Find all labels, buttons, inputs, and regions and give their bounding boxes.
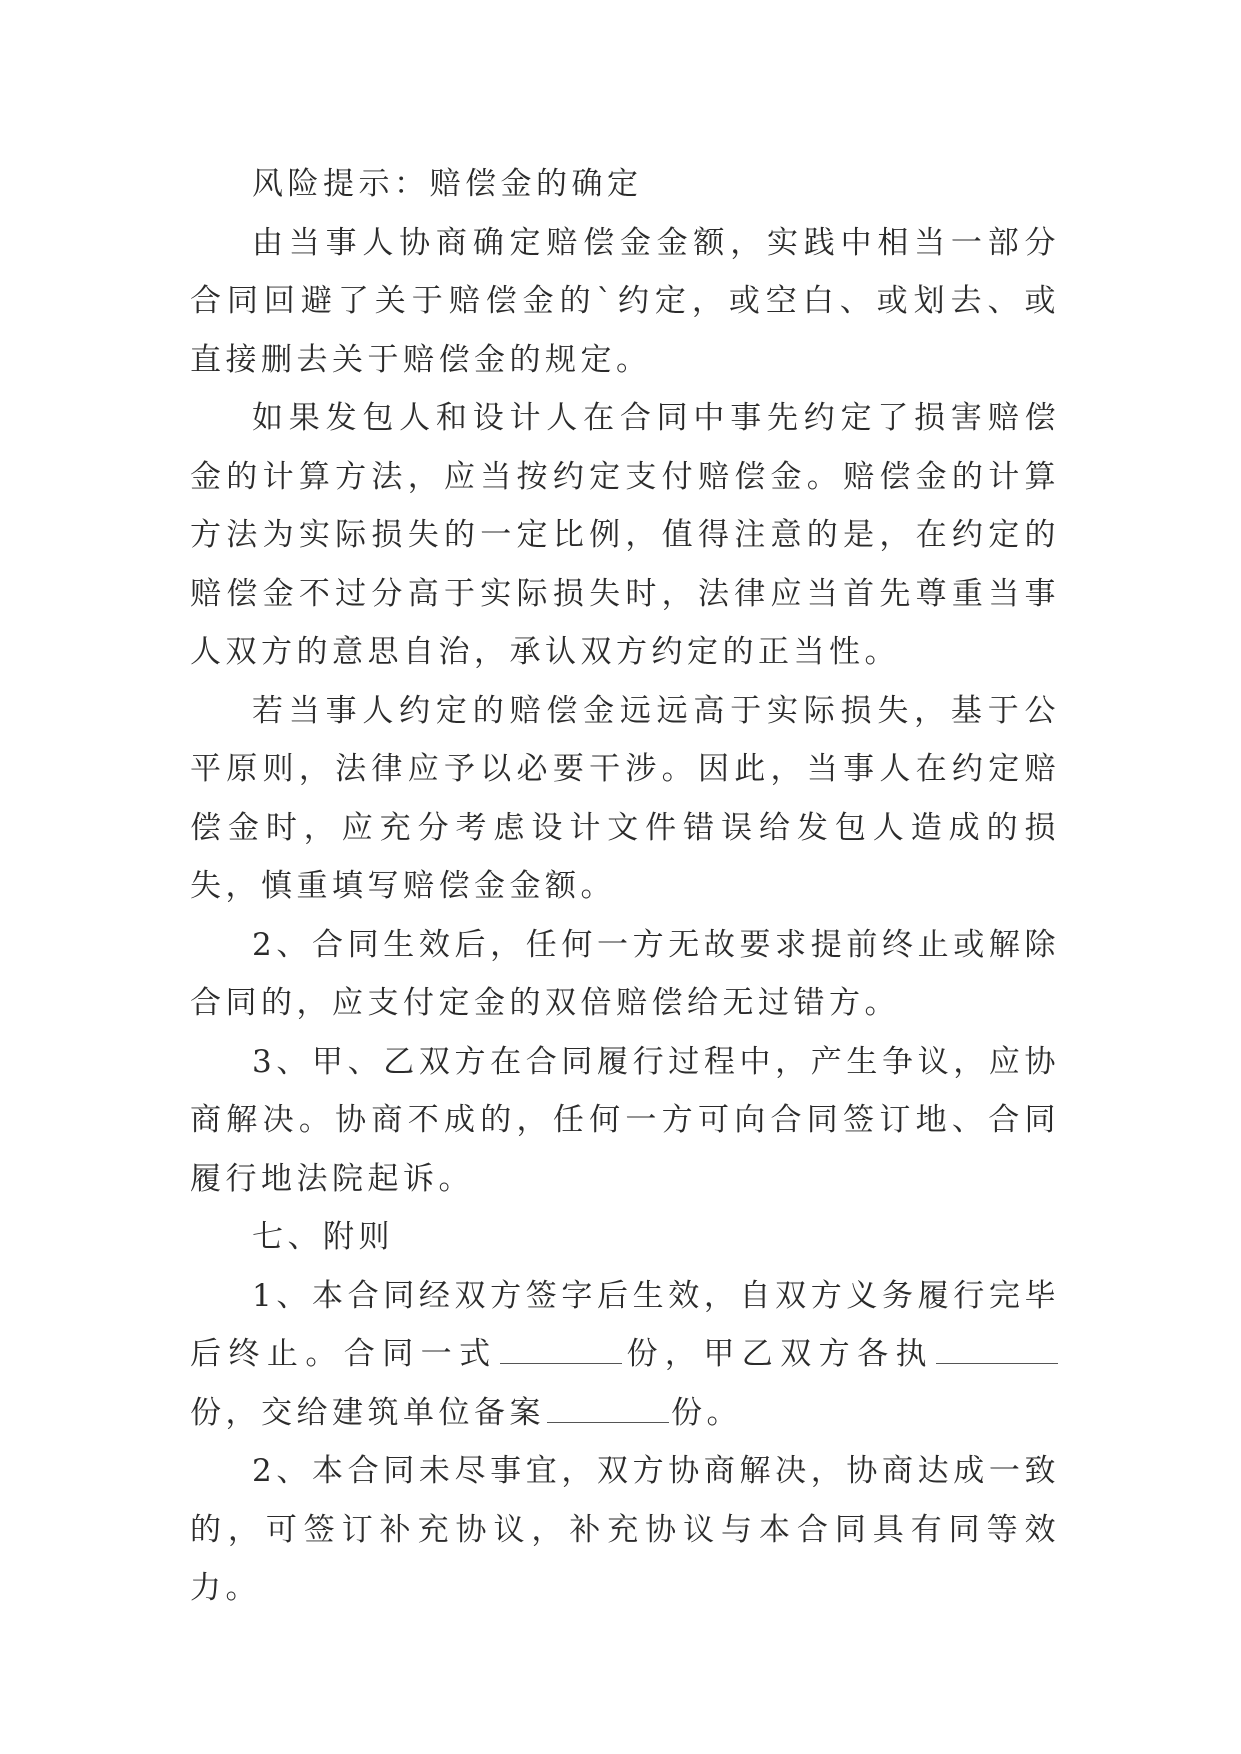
copies-total-blank[interactable]: [500, 1337, 622, 1364]
section-heading-appendix: 七、附则: [252, 1219, 394, 1255]
clause-2-termination: 2、合同生效后，任何一方无故要求提前终止或解除合同的，应支付定金的双倍赔偿给无过错方。: [190, 926, 1060, 1021]
appendix-clause-2: 2、本合同未尽事宜，双方协商解决，协商达成一致的，可签订补充协议，补充协议与本合同具有同等效力。: [190, 1453, 1060, 1606]
paragraph: 由当事人协商确定赔偿金金额，实践中相当一部分合同回避了关于赔偿金的`约定，或空白、或划去、或直接删去关于赔偿金的规定。: [190, 224, 1060, 378]
appendix-clause-1: [190, 1267, 1060, 1443]
clause-text: 份，甲乙双方各执: [623, 1336, 935, 1372]
copies-filing-blank[interactable]: [547, 1396, 669, 1423]
copies-each-party-blank[interactable]: [936, 1337, 1058, 1364]
document-body: [190, 155, 1060, 1618]
clause-text: 1、本合同经双方签字后生效，自双方义务履行完毕后终止。合同一式: [190, 1277, 1060, 1372]
clause-3-dispute: 3、甲、乙双方在合同履行过程中，产生争议，应协商解决。协商不成的，任何一方可向合同签订地、合同履行地法院起诉。: [190, 1043, 1060, 1197]
risk-tip-heading: 风险提示：赔偿金的确定: [252, 166, 643, 202]
paragraph: 若当事人约定的赔偿金远远高于实际损失，基于公平原则，法律应予以必要干涉。因此，当事人在约定赔偿金时，应充分考虑设计文件错误给发包人造成的损失，慎重填写赔偿金金额。: [190, 692, 1060, 904]
paragraph: 如果发包人和设计人在合同中事先约定了损害赔偿金的计算方法，应当按约定支付赔偿金。赔偿金的计算方法为实际损失的一定比例，值得注意的是，在约定的赔偿金不过分高于实际损失时，法律应当首先尊重当事人双方的意思自治，承认双方约定的正当性。: [190, 400, 1060, 670]
clause-text: 份。: [671, 1394, 742, 1431]
clause-text: 份，交给建筑单位备案: [190, 1394, 545, 1431]
